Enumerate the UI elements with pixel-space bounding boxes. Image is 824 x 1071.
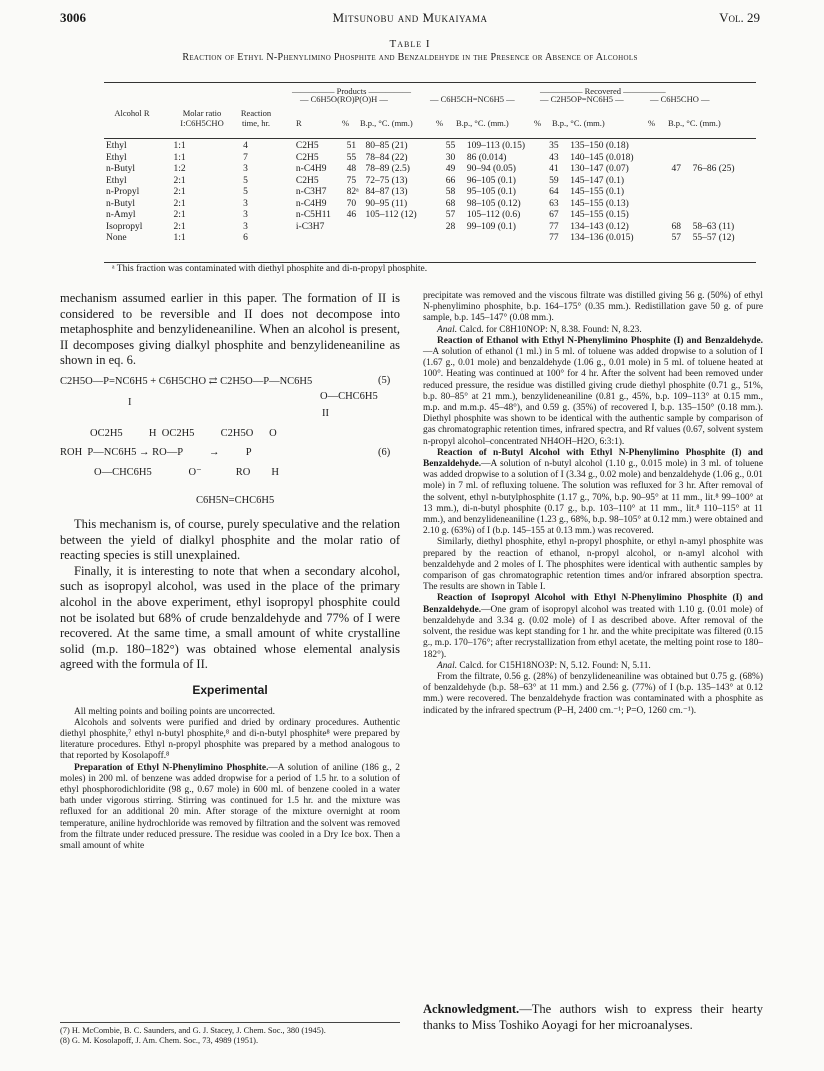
- table-cell-b3: 145–155 (0.1): [570, 187, 625, 197]
- table-cell-b2: 95–105 (0.1): [466, 187, 516, 197]
- table-cell-b1: 90–95 (11): [365, 198, 408, 209]
- table-cell-time: 3: [243, 221, 248, 232]
- acknowledgment-heading: Acknowledgment.: [423, 1002, 520, 1016]
- equation-5-label-I: I: [128, 397, 132, 408]
- table-cell-p3: 67: [549, 210, 559, 220]
- table-head-rule: [104, 138, 756, 139]
- table-cell-b3: 135–150 (0.18): [570, 141, 629, 151]
- head-pct-4: %: [648, 118, 656, 128]
- table-cell-r: n-C4H9: [295, 198, 327, 209]
- table-cell-p2: 49: [445, 164, 456, 174]
- table-cell-b4: [691, 153, 754, 165]
- paragraph-filtrate: From the filtrate, 0.56 g. (28%) of benzylideneaniline was obtained but 0.75 g. (68%) of benzaldehyde (b.p. 58–63° at 11 mm.) and 2.56 g. (77%) of I (b.p. 135–143° at 0.12 mm.) were recovered. The benzaldehyde fraction was contaminated with a phosphite as indicated by the infrared spectrum (P–H, 2400 cm.⁻¹; P=O, 1260 cm.⁻¹).: [423, 671, 763, 716]
- equation-5-sub: O—CHC6H5: [320, 391, 378, 402]
- table-cell-b3: 134–143 (0.12): [570, 221, 629, 232]
- table-cell-b1: 84–87 (13): [365, 187, 408, 197]
- table-cell-b4: [691, 199, 754, 211]
- head-pct-3: %: [534, 118, 542, 128]
- table-cell-ratio: 1:1: [173, 152, 186, 163]
- table-cell-r: C2H5: [295, 141, 319, 151]
- analysis-1: Anal. Calcd. for C8H10NOP: N, 8.38. Found: N, 8.23.: [437, 324, 642, 335]
- paragraph-materials: Alcohols and solvents were purified and dried by ordinary procedures. Authentic diethyl phosphite,⁷ ethyl n-butyl phosphite,⁸ and di-n-butyl phosphite⁸ were prepared by literature procedures. Ethyl n-propyl phosphite was prepared by a method analogous to that reported by Kosolapoff.⁸: [60, 717, 400, 762]
- table-cell-b2: 105–112 (0.6): [466, 210, 521, 220]
- table-cell-alcohol: n-Butyl: [106, 198, 136, 209]
- ethanol-reaction-heading: Reaction of Ethanol with Ethyl N-Phenylimino Phosphite (I) and Benzaldehyde.: [437, 335, 763, 346]
- equation-6-number: (6): [378, 447, 391, 458]
- sub-aldehyde: — C6H5CHO —: [650, 94, 710, 104]
- table-cell-p4: [670, 153, 691, 165]
- table-cell-time: 3: [243, 210, 248, 220]
- table-cell-r: [294, 233, 345, 245]
- table-cell-r: i-C3H7: [295, 221, 325, 232]
- table-cell-p3: 43: [549, 152, 559, 163]
- table-cell-alcohol: Ethyl: [106, 141, 127, 151]
- table-cell-b3: 134–136 (0.015): [570, 233, 634, 243]
- table-top-rule: [104, 82, 756, 83]
- paragraph-distillation: precipitate was removed and the viscous filtrate was distilled giving 56 g. (50%) of ethyl N-phenylimino phosphite, b.p. 164–175° (0.35 mm.). Redistillation gave 50 g. of pure sample, b.p. 145–147° (0.08 mm.).: [423, 291, 763, 324]
- table-cell-ratio: 2:1: [173, 221, 186, 232]
- table-cell-b4: [691, 187, 754, 199]
- table-cell-r: C2H5: [295, 152, 319, 163]
- equation-5-label-II: II: [322, 408, 329, 419]
- table-row: [104, 153, 754, 165]
- table-cell-b2: [465, 233, 547, 245]
- table-cell-r: n-C3H7: [295, 187, 327, 197]
- table-cell-p2: 58: [445, 187, 456, 197]
- table-cell-b1: 72–75 (13): [365, 175, 408, 186]
- table-cell-p4: [670, 210, 691, 222]
- head-bp-2: B.p., °C. (mm.): [456, 118, 509, 128]
- table-row: [104, 141, 754, 153]
- preparation-text: —A solution of aniline (186 g., 2 moles) in 200 ml. of benzene was added dropwise for a period of 1.5 hr. to a solution of ethyl phosphorodichloridite (98 g., 0.67 mole) in 600 ml. of benzene cooled in a water bath under vigorous stirring. Stirring was continued for 1.5 hr. and the mixture was refluxed for an additional 20 min. After storage of the mixture overnight at room temperature, aniline hydrochloride was removed by filtration and the solvent was removed from the filtrate under reduced pressure. The residue was cooled in a Dry Ice box. Then a small amount of white: [60, 762, 400, 851]
- table-row: [104, 164, 754, 176]
- table-cell-b2: 109–113 (0.15): [466, 141, 526, 151]
- table-cell-b2: 96–105 (0.1): [466, 175, 516, 186]
- table-cell-time: 5: [243, 175, 248, 186]
- table-cell-p1: [345, 222, 364, 234]
- reference-7: (7) H. McCombie, B. C. Saunders, and G. J. Stacey, J. Chem. Soc., 380 (1945).: [60, 1026, 326, 1035]
- running-title: Mitsunobu and Mukaiyama: [332, 10, 488, 25]
- table-cell-ratio: 2:1: [173, 198, 186, 209]
- table-cell-p4: 47: [671, 164, 682, 174]
- page-header: [60, 10, 760, 30]
- acknowledgment-text: —The authors wish to express their hearty thanks to Miss Toshiko Aoyagi for her microanalyses.: [423, 1002, 763, 1032]
- table-cell-p1: [345, 233, 364, 245]
- table-cell-time: 3: [243, 164, 248, 174]
- table-caption: Reaction of Ethyl N-Phenylimino Phosphite and Benzaldehyde in the Presence or Absence of Alcohols: [182, 52, 638, 63]
- table-cell-b2: 86 (0.014): [466, 152, 507, 163]
- sub-phosphonate: — C6H5O(RO)P(O)H —: [300, 94, 388, 104]
- acknowledgment: [423, 1002, 763, 1033]
- table-cell-p3: 35: [549, 141, 559, 151]
- table-cell-time: 4: [243, 141, 248, 151]
- table-cell-alcohol: Isopropyl: [106, 221, 143, 232]
- table-cell-alcohol: None: [106, 233, 127, 243]
- table-cell-p3: 63: [549, 198, 559, 209]
- table-cell-b3: 145–155 (0.15): [570, 210, 629, 220]
- table-cell-alcohol: n-Amyl: [106, 210, 136, 220]
- isopropanol-reaction-heading: Reaction of Isopropyl Alcohol with Ethyl N-Phenylimino Phosphite (I) and Benzaldehyde.: [423, 593, 763, 615]
- table-cell-p2: 30: [445, 152, 456, 163]
- table-row: [104, 233, 754, 245]
- table-cell-p1: 82ᵃ: [346, 187, 359, 197]
- table-cell-ratio: 1:1: [173, 233, 186, 243]
- section-experimental-heading: Experimental: [192, 682, 268, 697]
- equation-5: C2H5O—P=NC6H5 + C6H5CHO ⇄ C2H5O—P—NC6H5: [60, 376, 313, 387]
- table-cell-b1: [364, 222, 444, 234]
- table-cell-ratio: 2:1: [173, 175, 186, 186]
- equation-6-line-3: O—CHC6H5 O⁻ RO H: [94, 467, 279, 478]
- paragraph-isopropyl: Finally, it is interesting to note that when a secondary alcohol, such as isopropyl alcohol, was used in the place of the primary alcohol in the above experiment, ethyl isopropyl phosphite could not be isolated but 68% of crude benzaldehyde and 77% of I were recovered. At the same time, a small amount of white crystalline solid (m.p. 180–182°) was obtained whose elemental analysis agreed with the formula of II.: [60, 563, 400, 672]
- head-pct-1: %: [342, 118, 350, 128]
- table-cell-ratio: 2:1: [173, 210, 186, 220]
- table-cell-b1: 78–89 (2.5): [365, 164, 410, 174]
- head-pct-2: %: [436, 118, 444, 128]
- equation-6-line-1: OC2H5 H OC2H5 C2H5O O: [90, 428, 277, 439]
- head-r: R: [296, 118, 302, 128]
- table-cell-p2: 55: [445, 141, 456, 151]
- head-alcohol: Alcohol R: [114, 108, 150, 118]
- preparation-heading: Preparation of Ethyl N-Phenylimino Phosphite.: [74, 762, 269, 773]
- table-cell-b4: 58–63 (11): [692, 221, 735, 232]
- table-cell-b3: 130–147 (0.07): [570, 164, 629, 174]
- table-bottom-rule: [104, 262, 756, 263]
- equation-5-number: (5): [378, 375, 391, 386]
- table-row: [104, 222, 754, 234]
- table-cell-p3: 64: [549, 187, 559, 197]
- left-column-lower: [60, 517, 400, 852]
- table-cell-b4: [691, 176, 754, 188]
- table-cell-p3: 59: [549, 175, 559, 186]
- table-cell-p1: 55: [346, 152, 357, 163]
- paragraph-similarly: Similarly, diethyl phosphite, ethyl n-propyl phosphite, or ethyl n-amyl phosphite was prepared by the reaction of ethanol, n-propyl alcohol, or n-amyl alcohol with benzaldehyde and 2 moles of I. The phosphites were identical with authentic samples by comparison of gas chromatographic retention times and/or infrared absorption spectra. The results are shown in Table I.: [423, 537, 763, 593]
- table-cell-r: n-C5H11: [295, 210, 331, 220]
- table-cell-b3: 140–145 (0.018): [570, 152, 634, 163]
- table-cell-ratio: 1:2: [173, 164, 186, 174]
- table-cell-p4: [670, 187, 691, 199]
- equation-6-line-4: C6H5N=CHC6H5: [196, 495, 275, 506]
- table-cell-b3: 145–147 (0.1): [570, 175, 625, 186]
- head-bp-4: B.p., °C. (mm.): [668, 118, 721, 128]
- table-cell-b1: 78–84 (22): [365, 152, 408, 163]
- table-cell-alcohol: n-Propyl: [106, 187, 140, 197]
- volume-label: Vol. 29: [719, 10, 760, 25]
- group-products: ————— Products —————: [292, 86, 411, 96]
- table-row: [104, 176, 754, 188]
- table-cell-p1: 51: [346, 141, 357, 151]
- table-cell-b1: 80–85 (21): [365, 141, 408, 151]
- table-cell-r: n-C4H9: [295, 164, 327, 174]
- table-cell-b2: 90–94 (0.05): [466, 164, 516, 174]
- table-label: Table I: [389, 38, 431, 50]
- table-cell-b1: 105–112 (12): [365, 210, 417, 220]
- table-cell-p1: 75: [346, 175, 357, 186]
- table-cell-b1: [364, 233, 444, 245]
- results-table: [104, 141, 754, 245]
- table-cell-time: 3: [243, 198, 248, 209]
- equation-6-line-2: ROH P—NC6H5 → RO—P → P: [60, 447, 252, 458]
- left-column: [60, 291, 400, 369]
- table-cell-p4: [670, 141, 691, 153]
- table-cell-ratio: 1:1: [173, 141, 186, 151]
- table-cell-b4: 76–86 (25): [692, 164, 735, 174]
- table-cell-p2: [444, 233, 465, 245]
- table-cell-time: 5: [243, 187, 248, 197]
- table-cell-p4: [670, 199, 691, 211]
- table-cell-b3: 145–155 (0.13): [570, 198, 629, 209]
- paragraph-butanol-reaction: Reaction of n-Butyl Alcohol with Ethyl N-Phenylimino Phosphite (I) and Benzaldehyde.—A solution of n-butyl alcohol (1.10 g., 0.015 mole) in 3 ml. of toluene was added dropwise to a solution of I (3.34 g., 0.02 mole) and benzaldehyde (1.06 g., 0.01 mole) in 7 ml. of refluxing toluene. The solution was refluxed for 3 hr. After removal of the solvent, ethyl n-butylphosphite (1.17 g., 70%, b.p. 90–95° at 11 mm., lit.⁸ 99–100° at 13 mm.), di-n-butyl phosphite (0.17 g., b.p. 103–110° at 11 mm., lit.⁸ 110–115° at 11 mm.), and benzylideneaniline (1.23 g., 68%, b.p. 98–105° at 0.12 mm.) were obtained and 2.10 g. (63%) of I (b.p. 145–155 at 0.13 mm.) was recovered.: [423, 447, 763, 537]
- sub-imine: — C6H5CH=NC6H5 —: [430, 94, 515, 104]
- group-recovered: ————— Recovered —————: [540, 86, 666, 96]
- table-cell-b2: 99–109 (0.1): [466, 221, 516, 232]
- head-bp-1: B.p., °C. (mm.): [360, 118, 413, 128]
- table-cell-p2: 66: [445, 175, 456, 186]
- right-column: [423, 291, 763, 717]
- table-cell-b4: [691, 210, 754, 222]
- head-ratio: Molar ratio I:C6H5CHO: [180, 108, 224, 128]
- table-cell-alcohol: Ethyl: [106, 175, 127, 186]
- reference-8: (8) G. M. Kosolapoff, J. Am. Chem. Soc., 73, 4989 (1951).: [60, 1036, 259, 1045]
- page-number: 3006: [60, 10, 86, 25]
- table-cell-b4: 55–57 (12): [692, 233, 735, 243]
- table-cell-alcohol: Ethyl: [106, 152, 127, 163]
- table-row: [104, 210, 754, 222]
- paragraph-mechanism: mechanism assumed earlier in this paper. The formation of II is considered to be reversible and II does not decompose into metaphosphite and benzylideneaniline. When an alcohol is present, II decomposes giving dialkyl phosphite and benzylideneaniline as shown in eq. 6.: [60, 291, 400, 368]
- table-cell-time: 7: [243, 152, 248, 163]
- paragraph-ethanol-reaction: Reaction of Ethanol with Ethyl N-Phenylimino Phosphite (I) and Benzaldehyde.—A solution of ethanol (1 ml.) in 5 ml. of toluene was added dropwise to a solution of I (1.67 g., 0.01 mole) and benzaldehyde (1.06 g., 0.01 mole) in 5 ml. of toluene heated at 100°. Heating was continued at 100° for 4 hr. After the solvent had been removed under reduced pressure, the residue was distilled giving crude diethyl phosphite (0.71 g., 51%, b.p. 80–85° at 21 mm.), benzylideneaniline (0.81 g., 45%, b.p. 109–113° at 0.15 mm., m.p. and m.m.p. 45–48°), and 0.59 g. (35%) of recovered I, b.p. 135–150° (0.18 mm.). Diethyl phosphite was shown to be identical with the authentic sample by comparison of gas chromatographic retention times, infrared spectra, and Rf values (0.67, solvent system n-propyl alcohol–concentrated NH4OH–H2O, 6:3:1).: [423, 335, 763, 447]
- paragraph-uncorrected: All melting points and boiling points are uncorrected.: [74, 706, 275, 717]
- table-cell-p4: [670, 176, 691, 188]
- table-cell-time: 6: [243, 233, 248, 243]
- paragraph-isopropanol-reaction: Reaction of Isopropyl Alcohol with Ethyl N-Phenylimino Phosphite (I) and Benzaldehyde.—One gram of isopropyl alcohol was treated with 1.10 g. (0.01 mole) of benzaldehyde and 3.34 g. (0.02 mole) of I as described above. After removal of the solvent, the residue was kept standing for 1 hr. and the white precipitate was filtered (0.15 g., m.p. 170–176°; after recrystallization from ethyl acetate, the melting point rose to 180–182°).: [423, 593, 763, 660]
- table-footnote: ᵃ This fraction was contaminated with diethyl phosphite and di-n-propyl phosphite.: [112, 264, 428, 274]
- table-cell-b4: [691, 141, 754, 153]
- table-cell-p2: 57: [445, 210, 456, 220]
- table-cell-p1: 46: [346, 210, 357, 220]
- table-cell-p1: 70: [346, 198, 357, 209]
- analysis-2: Anal. Calcd. for C15H18NO3P: N, 5.12. Found: N, 5.11.: [437, 660, 651, 671]
- table-cell-alcohol: n-Butyl: [106, 164, 136, 174]
- table-cell-p2: 68: [445, 198, 456, 209]
- table-cell-r: C2H5: [295, 175, 319, 186]
- table-cell-p4: 57: [671, 233, 682, 243]
- table-cell-ratio: 2:1: [173, 187, 186, 197]
- sub-phosphite: — C2H5OP=NC6H5 —: [540, 94, 624, 104]
- table-cell-p1: 48: [346, 164, 357, 174]
- table-cell-p3: 77: [549, 233, 559, 243]
- head-time: Reaction time, hr.: [240, 108, 272, 128]
- table-row: [104, 187, 754, 199]
- butanol-reaction-heading: Reaction of n-Butyl Alcohol with Ethyl N-Phenylimino Phosphite (I) and Benzaldehyde.: [423, 447, 763, 470]
- table-cell-p3: 41: [549, 164, 559, 174]
- paragraph-speculative: This mechanism is, of course, purely speculative and the relation between the yield of dialkyl phosphite and the molar ratio of reacting species is still unexplained.: [60, 517, 400, 563]
- table-cell-p3: 77: [549, 221, 559, 232]
- table-cell-p2: 28: [445, 221, 456, 232]
- footnote-references: [60, 1022, 400, 1046]
- head-bp-3: B.p., °C. (mm.): [552, 118, 605, 128]
- table-cell-b2: 98–105 (0.12): [466, 198, 521, 209]
- paragraph-preparation: [60, 763, 400, 853]
- table-row: [104, 199, 754, 211]
- table-cell-p4: 68: [671, 221, 682, 232]
